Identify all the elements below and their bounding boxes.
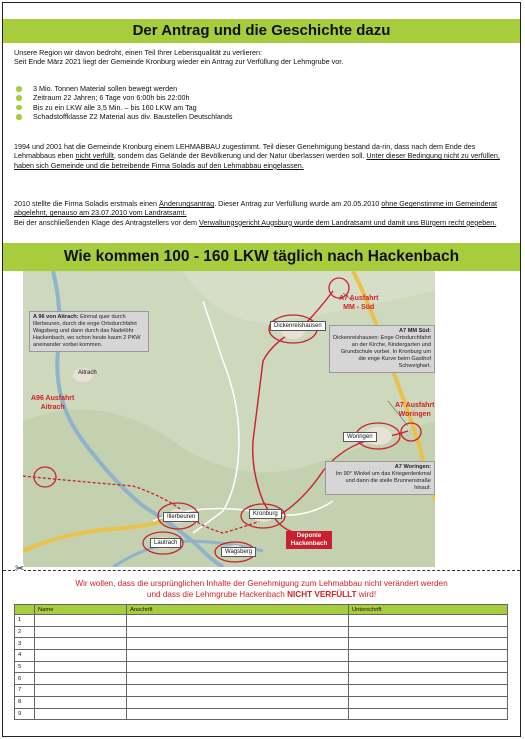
name-field[interactable]: [35, 626, 127, 638]
info-box-a7-woringen: A7 Woringen: Im 90° Winkel um das Kriegerdenkmal und dann die steile Brunnenstraße hinauf.: [325, 461, 435, 495]
signature-row: 3: [15, 638, 508, 650]
signature-field[interactable]: [349, 626, 508, 638]
place-illerbeuren: Illerbeuren: [163, 512, 199, 522]
signature-row: 6: [15, 673, 508, 685]
signature-field[interactable]: [349, 696, 508, 708]
intro-line-2: Seit Ende März 2021 liegt der Gemeinde Kronburg wieder ein Antrag zur Verfüllung der Lehmgrube vor.: [14, 57, 344, 67]
label-a7-mm-sued: A7 Ausfahrt MM - Süd: [339, 295, 379, 311]
address-field[interactable]: [127, 696, 349, 708]
name-field[interactable]: [35, 661, 127, 673]
signature-field[interactable]: [349, 638, 508, 650]
name-field[interactable]: [35, 650, 127, 662]
info-box-a7-mm-sued: A7 MM Süd: Dickenreishausen: Enge Ortsdurchfahrt an der Kirche, Kindergarten und Grundschule vorbei. In Kronburg um die enge Kurve beim Gasthof Schweighart.: [329, 325, 435, 373]
address-field[interactable]: [127, 685, 349, 697]
label-a7-woringen: A7 Ausfahrt Woringen: [395, 402, 435, 418]
label-a96-aitrach: A96 Ausfahrt Aitrach: [31, 395, 75, 411]
demand-statement: Wir wollen, dass die ursprünglichen Inhalte der Genehmigung zum Lehmabbau nicht verändert werden und dass die Lehmgrube Hackenbach NICHT VERFÜLLT wird!: [75, 579, 448, 599]
signature-table-header: Name Anschrift Unterschrift: [15, 605, 508, 615]
scissors-icon: ✂: [15, 563, 25, 575]
section-title-lkw: Wie kommen 100 - 160 LKW täglich nach Hackenbach: [3, 243, 520, 271]
address-field[interactable]: [127, 626, 349, 638]
route-map: [23, 271, 435, 567]
signature-field[interactable]: [349, 650, 508, 662]
place-kronburg: Kronburg: [249, 509, 282, 519]
signature-row: 5: [15, 661, 508, 673]
place-woringen: Woringen: [343, 432, 377, 442]
address-field[interactable]: [127, 673, 349, 685]
bullet-dot-icon: [16, 105, 22, 111]
intro-text: [14, 48, 514, 67]
signature-field[interactable]: [349, 673, 508, 685]
bullet-dot-icon: [16, 114, 22, 120]
place-lautrach: Lautrach: [150, 538, 181, 548]
signature-row: 4: [15, 650, 508, 662]
cut-line: [3, 570, 520, 571]
fact-item: Schadstoffklasse Z2 Material aus div. Baustellen Deutschlands: [14, 112, 514, 121]
place-dickenreishausen: Dickenreishausen: [270, 321, 326, 331]
signature-row: 9: [15, 708, 508, 720]
info-box-a96: A 96 von Aitrach: Einmal quer durch Illerbeuren, durch die enge Ortsdurchfahrt Wagsberg und dann durch das Nadelöhr Hackenbach, wo schon heute kaum 2 PKW aneinander vorbei kommen.: [29, 311, 149, 352]
signature-table: [14, 604, 508, 720]
intro-line-1: Unsere Region wir davon bedroht, einen Teil Ihrer Lebensqualität zu verlieren:: [14, 48, 262, 57]
history-paragraph-2: 2010 stellte die Firma Soladis erstmals einen Änderungsantrag. Dieser Antrag zur Verfüllung wurde am 20.05.2010 ohne Gegenstimme im Gemeinderat abgelehnt, genauso am 23.07.2010 vom Landratsamt. Bei der anschließenden Klage des Antragstellers vor dem Verwaltungsgericht Augsburg wurde dem Landratsamt und damit uns Bürgern recht gegeben.: [14, 199, 498, 227]
address-field[interactable]: [127, 708, 349, 720]
address-field[interactable]: [127, 638, 349, 650]
address-field[interactable]: [127, 661, 349, 673]
signature-row: 1: [15, 615, 508, 627]
flyer-page: [2, 2, 521, 737]
name-field[interactable]: [35, 638, 127, 650]
fact-item: Zeitraum 22 Jahren; 6 Tage von 6:00h bis 22:00h: [14, 93, 514, 102]
address-field[interactable]: [127, 615, 349, 627]
place-aitrach: Aitrach: [78, 370, 97, 376]
signature-row: 8: [15, 696, 508, 708]
fact-item: 3 Mio. Tonnen Material sollen bewegt werden: [14, 84, 514, 93]
name-field[interactable]: [35, 708, 127, 720]
place-wagsberg: Wagsberg: [221, 547, 256, 557]
deponie-hackenbach-marker: Deponie Hackenbach: [286, 531, 332, 549]
section-title-antrag: Der Antrag und die Geschichte dazu: [3, 19, 520, 43]
name-field[interactable]: [35, 696, 127, 708]
facts-list: [14, 84, 514, 122]
fact-item: Bis zu ein LKW alle 3,5 Min. – bis 160 LKW am Tag: [14, 103, 514, 112]
signature-field[interactable]: [349, 685, 508, 697]
bullet-dot-icon: [16, 86, 22, 92]
name-field[interactable]: [35, 615, 127, 627]
signature-field[interactable]: [349, 708, 508, 720]
address-field[interactable]: [127, 650, 349, 662]
name-field[interactable]: [35, 673, 127, 685]
signature-field[interactable]: [349, 661, 508, 673]
name-field[interactable]: [35, 685, 127, 697]
history-paragraph-1: 1994 und 2001 hat die Gemeinde Kronburg einem LEHMABBAU zugestimmt. Teil dieser Genehmigung bestand da-rin, dass nach dem Ende des Lehmabbaus eben nicht verfüllt, sondern das Gelände der Bevölkerung und der Natur überlassen werden soll. Unter dieser Bedingung nicht zu verfüllen, haben sich Gemeinde und die betreibende Firma Soladis auf den Lehmabbau eingelassen.: [14, 142, 500, 170]
bullet-dot-icon: [16, 95, 22, 101]
signature-row: 2: [15, 626, 508, 638]
signature-field[interactable]: [349, 615, 508, 627]
signature-row: 7: [15, 685, 508, 697]
